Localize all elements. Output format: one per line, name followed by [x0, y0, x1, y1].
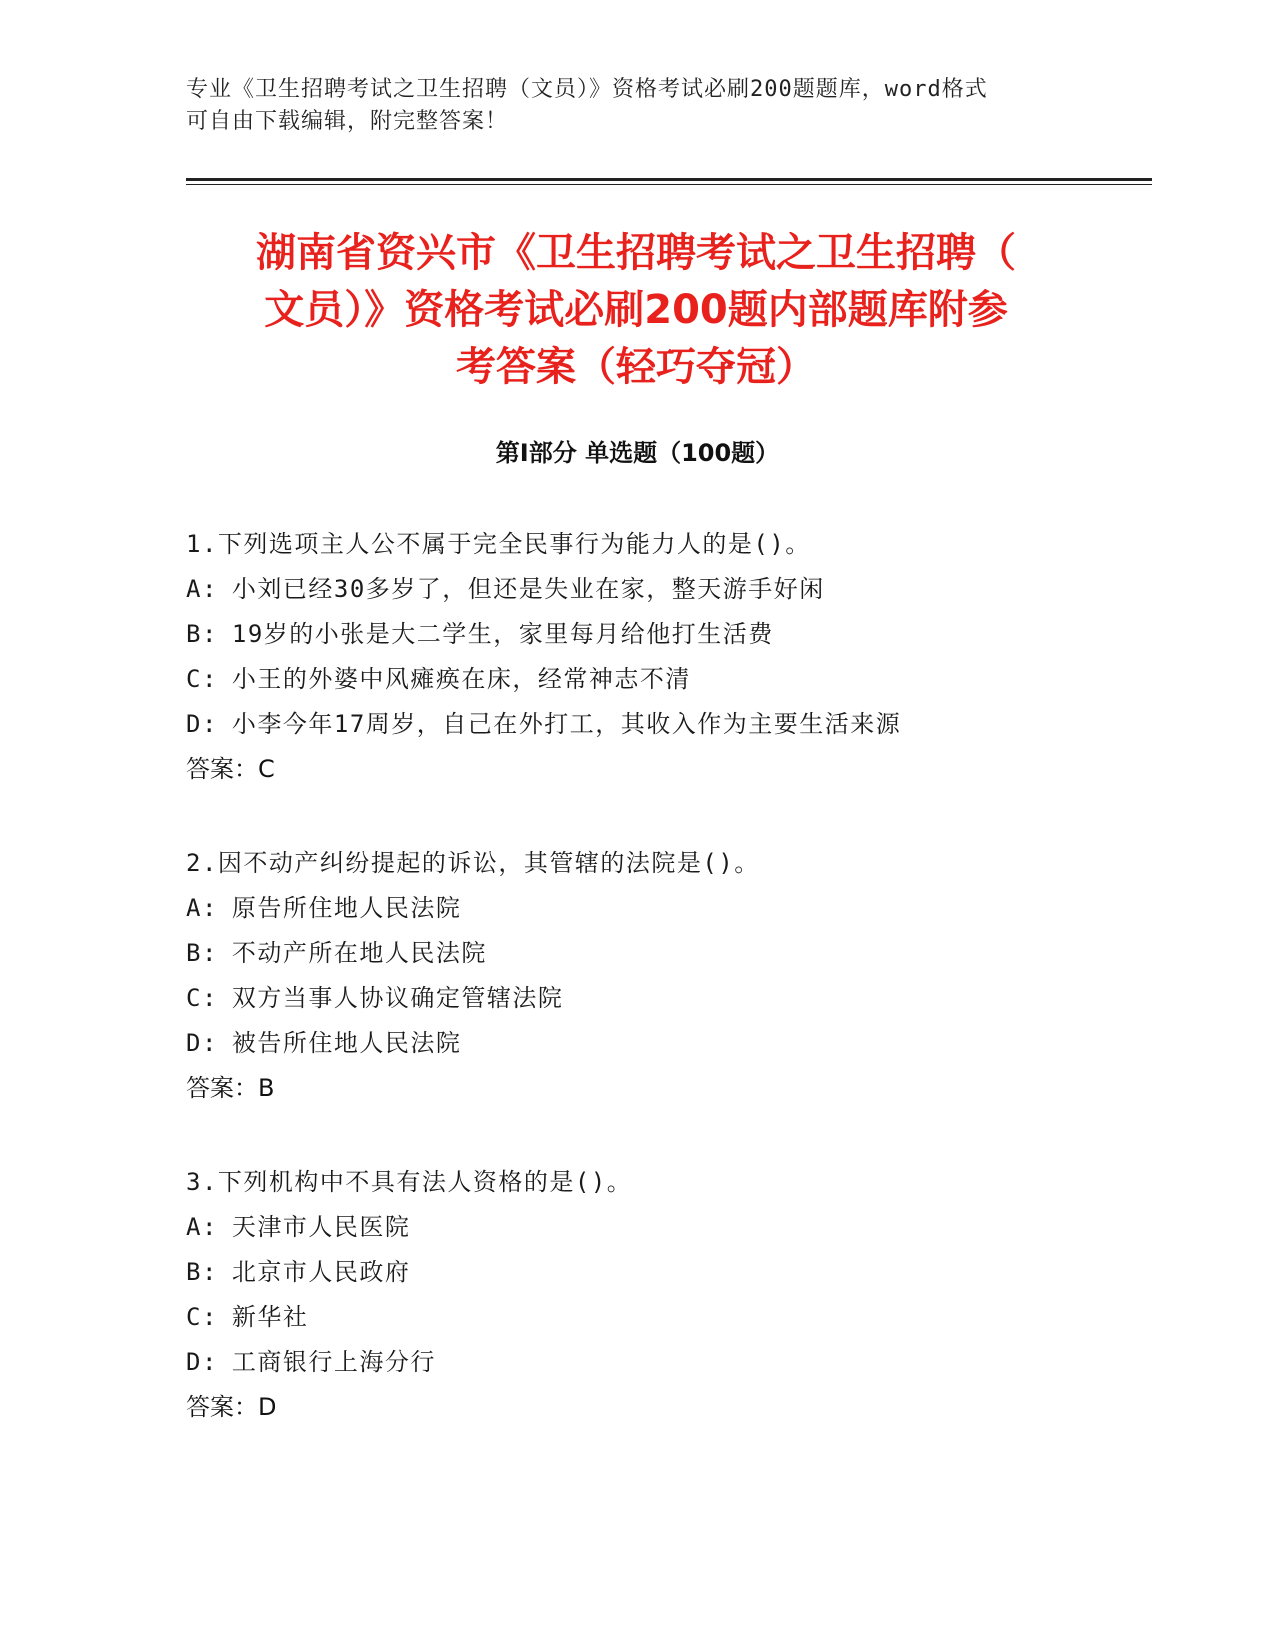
option-c [186, 1295, 1146, 1340]
option-c [186, 657, 1146, 702]
option-key: B: [186, 1258, 218, 1286]
option-a [186, 567, 1146, 612]
answer-line: 答案：D [186, 1393, 277, 1421]
option-key: C: [186, 665, 218, 693]
option-d [186, 1340, 1146, 1385]
question-stem: 2.因不动产纠纷提起的诉讼，其管辖的法院是()。 [186, 849, 760, 877]
document-title [186, 225, 1086, 396]
header-note [186, 74, 1066, 138]
option-text: 北京市人民政府 [231, 1258, 411, 1286]
option-text: 工商银行上海分行 [231, 1348, 436, 1376]
option-key: B: [186, 620, 218, 648]
option-key: D: [186, 710, 218, 738]
header-rule-thick [186, 178, 1152, 181]
option-key: C: [186, 984, 218, 1012]
document-title-line-1: 湖南省资兴市《卫生招聘考试之卫生招聘（ [256, 230, 1016, 276]
header-note-line-2: 可自由下载编辑，附完整答案！ [186, 109, 509, 134]
question-3 [186, 1160, 1146, 1430]
document-title-line-2: 文员）》资格考试必刷200题内部题库附参 [264, 287, 1008, 333]
option-text: 原告所住地人民法院 [231, 894, 462, 922]
option-key: D: [186, 1348, 218, 1376]
option-text: 小刘已经30多岁了，但还是失业在家，整天游手好闲 [231, 575, 825, 603]
answer-line: 答案：B [186, 1074, 275, 1102]
option-text: 小王的外婆中风瘫痪在床，经常神志不清 [231, 665, 691, 693]
option-d [186, 702, 1146, 747]
option-text: 被告所住地人民法院 [231, 1029, 462, 1057]
option-text: 双方当事人协议确定管辖法院 [231, 984, 564, 1012]
option-b [186, 612, 1146, 657]
question-1 [186, 522, 1146, 792]
option-text: 不动产所在地人民法院 [231, 939, 487, 967]
option-text: 新华社 [231, 1303, 309, 1331]
header-note-line-1: 专业《卫生招聘考试之卫生招聘（文员）》资格考试必刷200题题库，word格式 [186, 77, 988, 102]
question-2 [186, 841, 1146, 1111]
option-key: A: [186, 1213, 218, 1241]
option-b [186, 1250, 1146, 1295]
question-stem: 1.下列选项主人公不属于完全民事行为能力人的是()。 [186, 530, 811, 558]
answer-line: 答案：C [186, 755, 275, 783]
option-d [186, 1021, 1146, 1066]
option-key: C: [186, 1303, 218, 1331]
question-stem: 3.下列机构中不具有法人资格的是()。 [186, 1168, 633, 1196]
option-key: A: [186, 575, 218, 603]
option-text: 19岁的小张是大二学生，家里每月给他打生活费 [231, 620, 774, 648]
question-list [186, 522, 1146, 1479]
option-text: 天津市人民医院 [231, 1213, 411, 1241]
document-title-line-3: 考答案（轻巧夺冠） [456, 344, 816, 390]
header-rule-thin [186, 184, 1152, 185]
option-a [186, 1205, 1146, 1250]
option-key: B: [186, 939, 218, 967]
section-heading: 第I部分 单选题（100题） [495, 439, 780, 467]
option-a [186, 886, 1146, 931]
option-key: A: [186, 894, 218, 922]
option-b [186, 931, 1146, 976]
option-key: D: [186, 1029, 218, 1057]
option-c [186, 976, 1146, 1021]
option-text: 小李今年17周岁，自己在外打工，其收入作为主要生活来源 [231, 710, 902, 738]
